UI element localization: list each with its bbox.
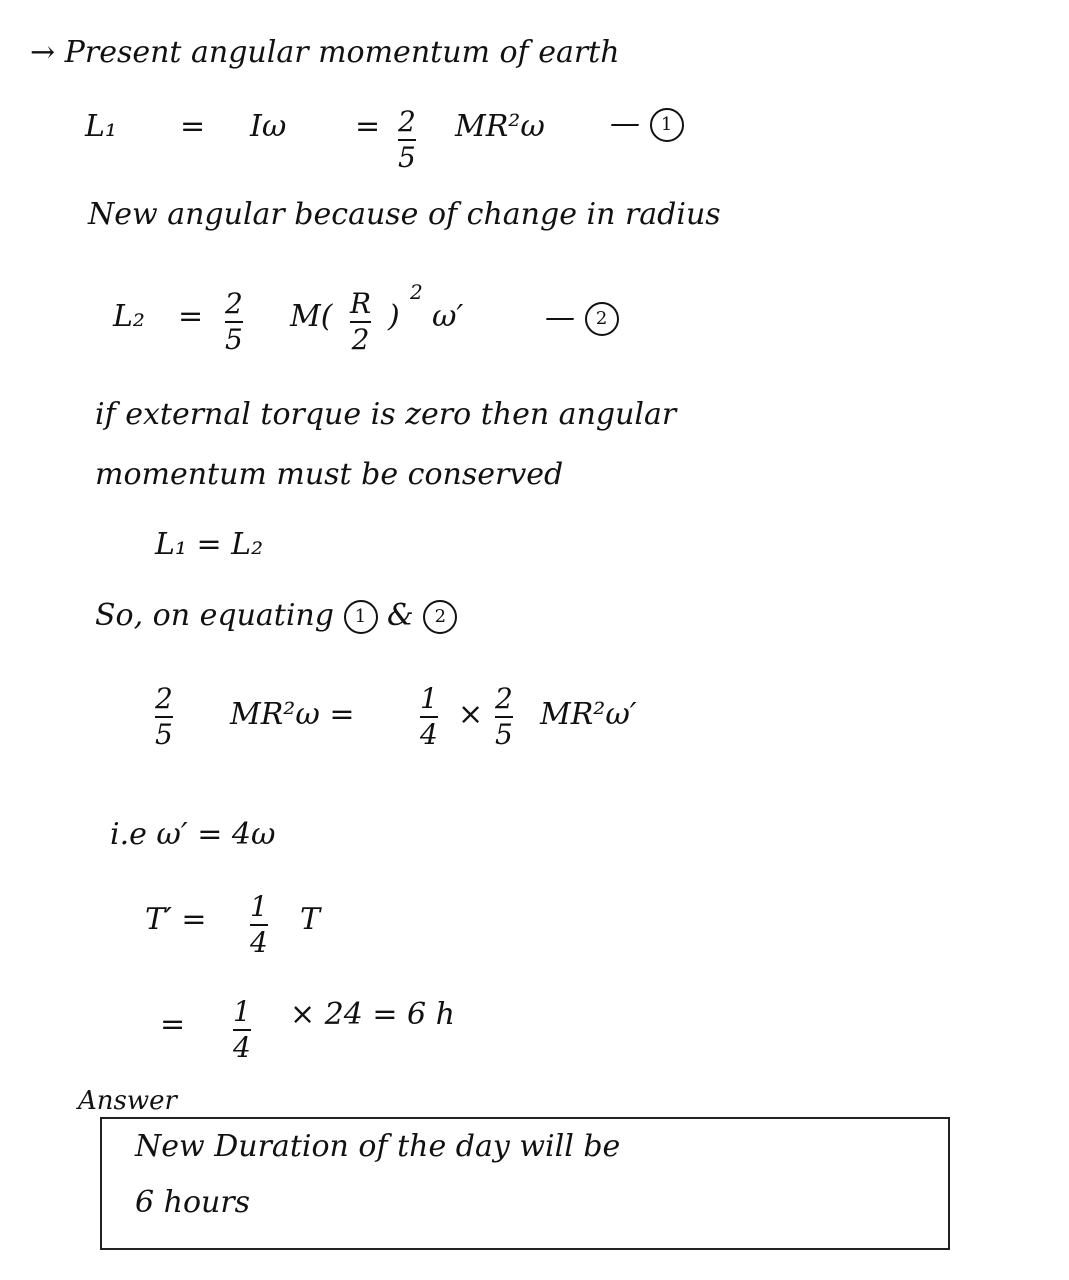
eq4-lhs: T′ = <box>145 902 207 937</box>
eq3-fraction-1 <box>155 682 173 751</box>
eq1-lhs: L₁ <box>85 109 117 144</box>
eq5-rhs: × 24 = 6 h <box>290 997 455 1032</box>
eq1-frac-den: 5 <box>398 141 416 174</box>
eq3-f2-num: 1 <box>420 682 438 715</box>
eq1-tag: — 1 <box>610 108 684 142</box>
eq2-power: 2 <box>410 280 423 304</box>
eq3-f2-den: 4 <box>420 718 438 751</box>
l1-equals-l2: L₁ = L₂ <box>155 527 264 562</box>
eq2-lhs: L₂ <box>113 299 145 334</box>
new-angular-line: New angular because of change in radius <box>88 197 721 232</box>
eq1-equals-2: = <box>355 109 381 144</box>
eq2-close: ) <box>388 299 400 334</box>
eq2-m-open: M( <box>290 299 333 334</box>
eq3-f3-den: 5 <box>495 718 513 751</box>
eq1-fraction <box>398 105 416 174</box>
equating-ref-1: 1 <box>344 600 378 634</box>
equating-ref-2: 2 <box>423 600 457 634</box>
eq2-inner-den: 2 <box>351 323 370 356</box>
eq3-f1-num: 2 <box>155 682 173 715</box>
eq2-equals: = <box>178 299 204 334</box>
eq3-f1-den: 5 <box>155 718 173 751</box>
eq2-omega: ω′ <box>432 299 464 334</box>
omega-result: i.e ω′ = 4ω <box>110 817 276 852</box>
eq4-f-num: 1 <box>250 890 268 923</box>
eq5-f-den: 4 <box>233 1031 251 1064</box>
eq4-rhs: T <box>300 902 321 937</box>
conserved-line: momentum must be conserved <box>95 457 564 492</box>
eq3-rhs: MR²ω′ <box>540 697 637 732</box>
eq3-fraction-2 <box>420 682 438 751</box>
eq4-f-den: 4 <box>250 926 268 959</box>
eq3-mid: MR²ω = <box>230 697 355 732</box>
eq5-f-num: 1 <box>233 995 251 1028</box>
eq5-lhs: = <box>160 1007 186 1042</box>
eq2-inner-fraction <box>350 287 372 356</box>
eq1-frac-num: 2 <box>398 105 416 138</box>
eq3-times: × <box>458 697 484 732</box>
eq1-tag-circle: 1 <box>650 108 684 142</box>
answer-label: Answer <box>78 1086 177 1116</box>
equating-line <box>95 600 457 634</box>
answer-line-2: 6 hours <box>135 1185 251 1220</box>
eq2-tag: — 2 <box>545 302 619 336</box>
eq2-frac-den: 5 <box>225 323 243 356</box>
torque-line: if external torque is zero then angular <box>95 397 677 432</box>
eq4-fraction <box>250 890 268 959</box>
eq5-fraction <box>233 995 251 1064</box>
equating-amp: & <box>387 598 414 633</box>
eq1-rhs: MR²ω <box>455 109 545 144</box>
intro-line: → Present angular momentum of earth <box>30 35 620 70</box>
eq2-tag-circle: 2 <box>585 302 619 336</box>
eq1-mid: Iω <box>250 109 287 144</box>
equating-text: So, on equating <box>95 598 334 633</box>
eq2-frac-num: 2 <box>225 287 243 320</box>
eq2-inner-num: R <box>350 287 372 320</box>
answer-line-1: New Duration of the day will be <box>135 1129 621 1164</box>
eq3-f3-num: 2 <box>495 682 513 715</box>
eq1-equals: = <box>180 109 206 144</box>
eq2-fraction <box>225 287 243 356</box>
eq3-fraction-3 <box>495 682 513 751</box>
